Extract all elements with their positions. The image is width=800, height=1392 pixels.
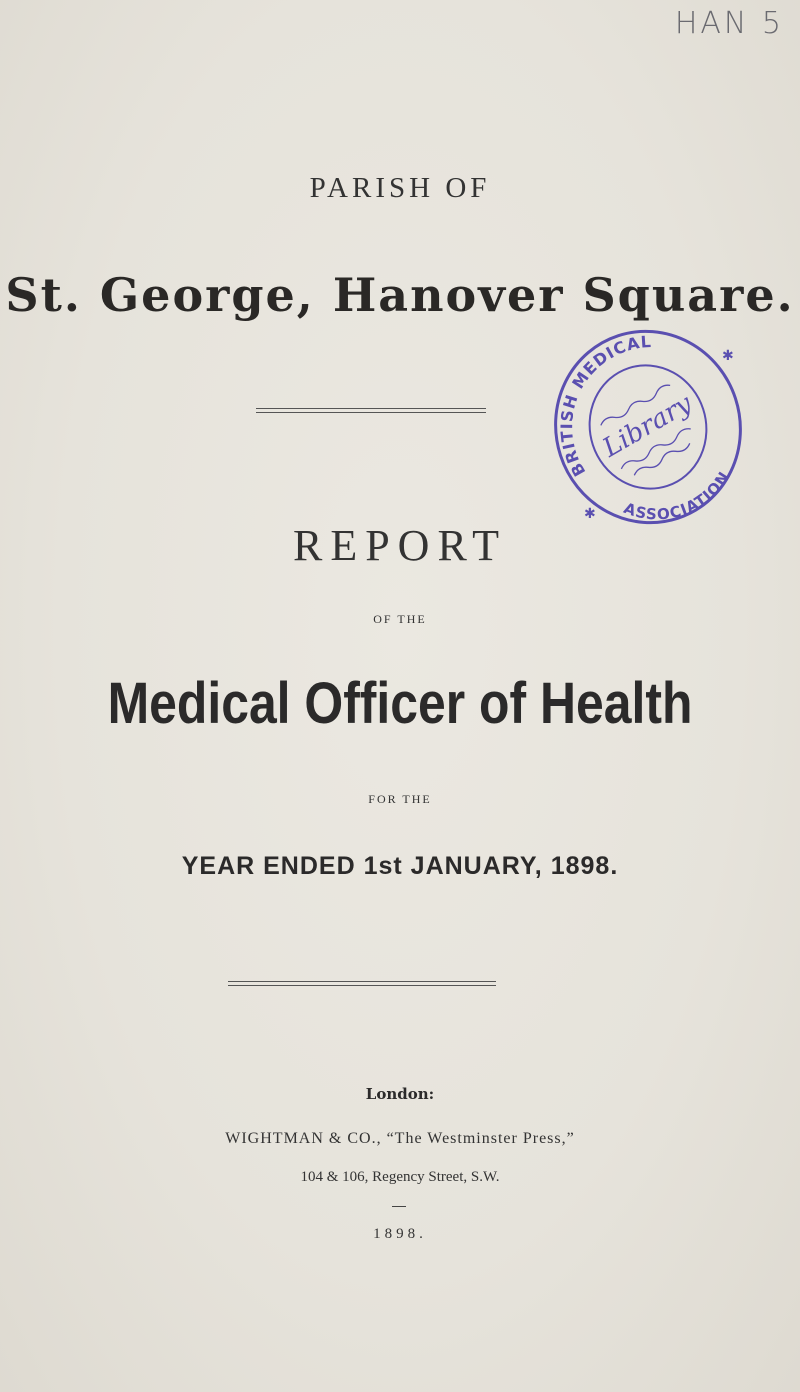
imprint-city: London: — [365, 1085, 435, 1103]
for-the-label: FOR THE — [368, 792, 432, 806]
double-rule-bottom — [228, 981, 496, 986]
parish-name: St. George, Hanover Square. — [5, 268, 795, 322]
imprint-address: 104 & 106, Regency Street, S.W. — [300, 1169, 500, 1185]
imprint-year: 1898. — [373, 1226, 427, 1242]
stamp-text-top: BRITISH MEDICAL — [557, 331, 653, 480]
stamp-center-text: Library — [597, 388, 698, 464]
report-heading: REPORT — [292, 521, 508, 570]
imprint-dash — [392, 1206, 406, 1207]
parish-heading: PARISH OF — [309, 172, 491, 204]
double-rule-top — [256, 408, 486, 413]
report-subject: Medical Officer of Health — [107, 671, 693, 736]
of-the-label: OF THE — [373, 612, 427, 626]
imprint-printer: WIGHTMAN & CO., “The Westminster Press,” — [225, 1130, 575, 1147]
library-stamp — [548, 322, 748, 532]
star-icon: ✱ — [584, 506, 596, 522]
stamp-text-bottom: ASSOCIATION — [621, 467, 734, 524]
star-icon: ✱ — [722, 348, 734, 364]
handwritten-shelf-mark: HAN 5 — [674, 6, 784, 41]
report-period: YEAR ENDED 1st JANUARY, 1898. — [181, 852, 619, 880]
